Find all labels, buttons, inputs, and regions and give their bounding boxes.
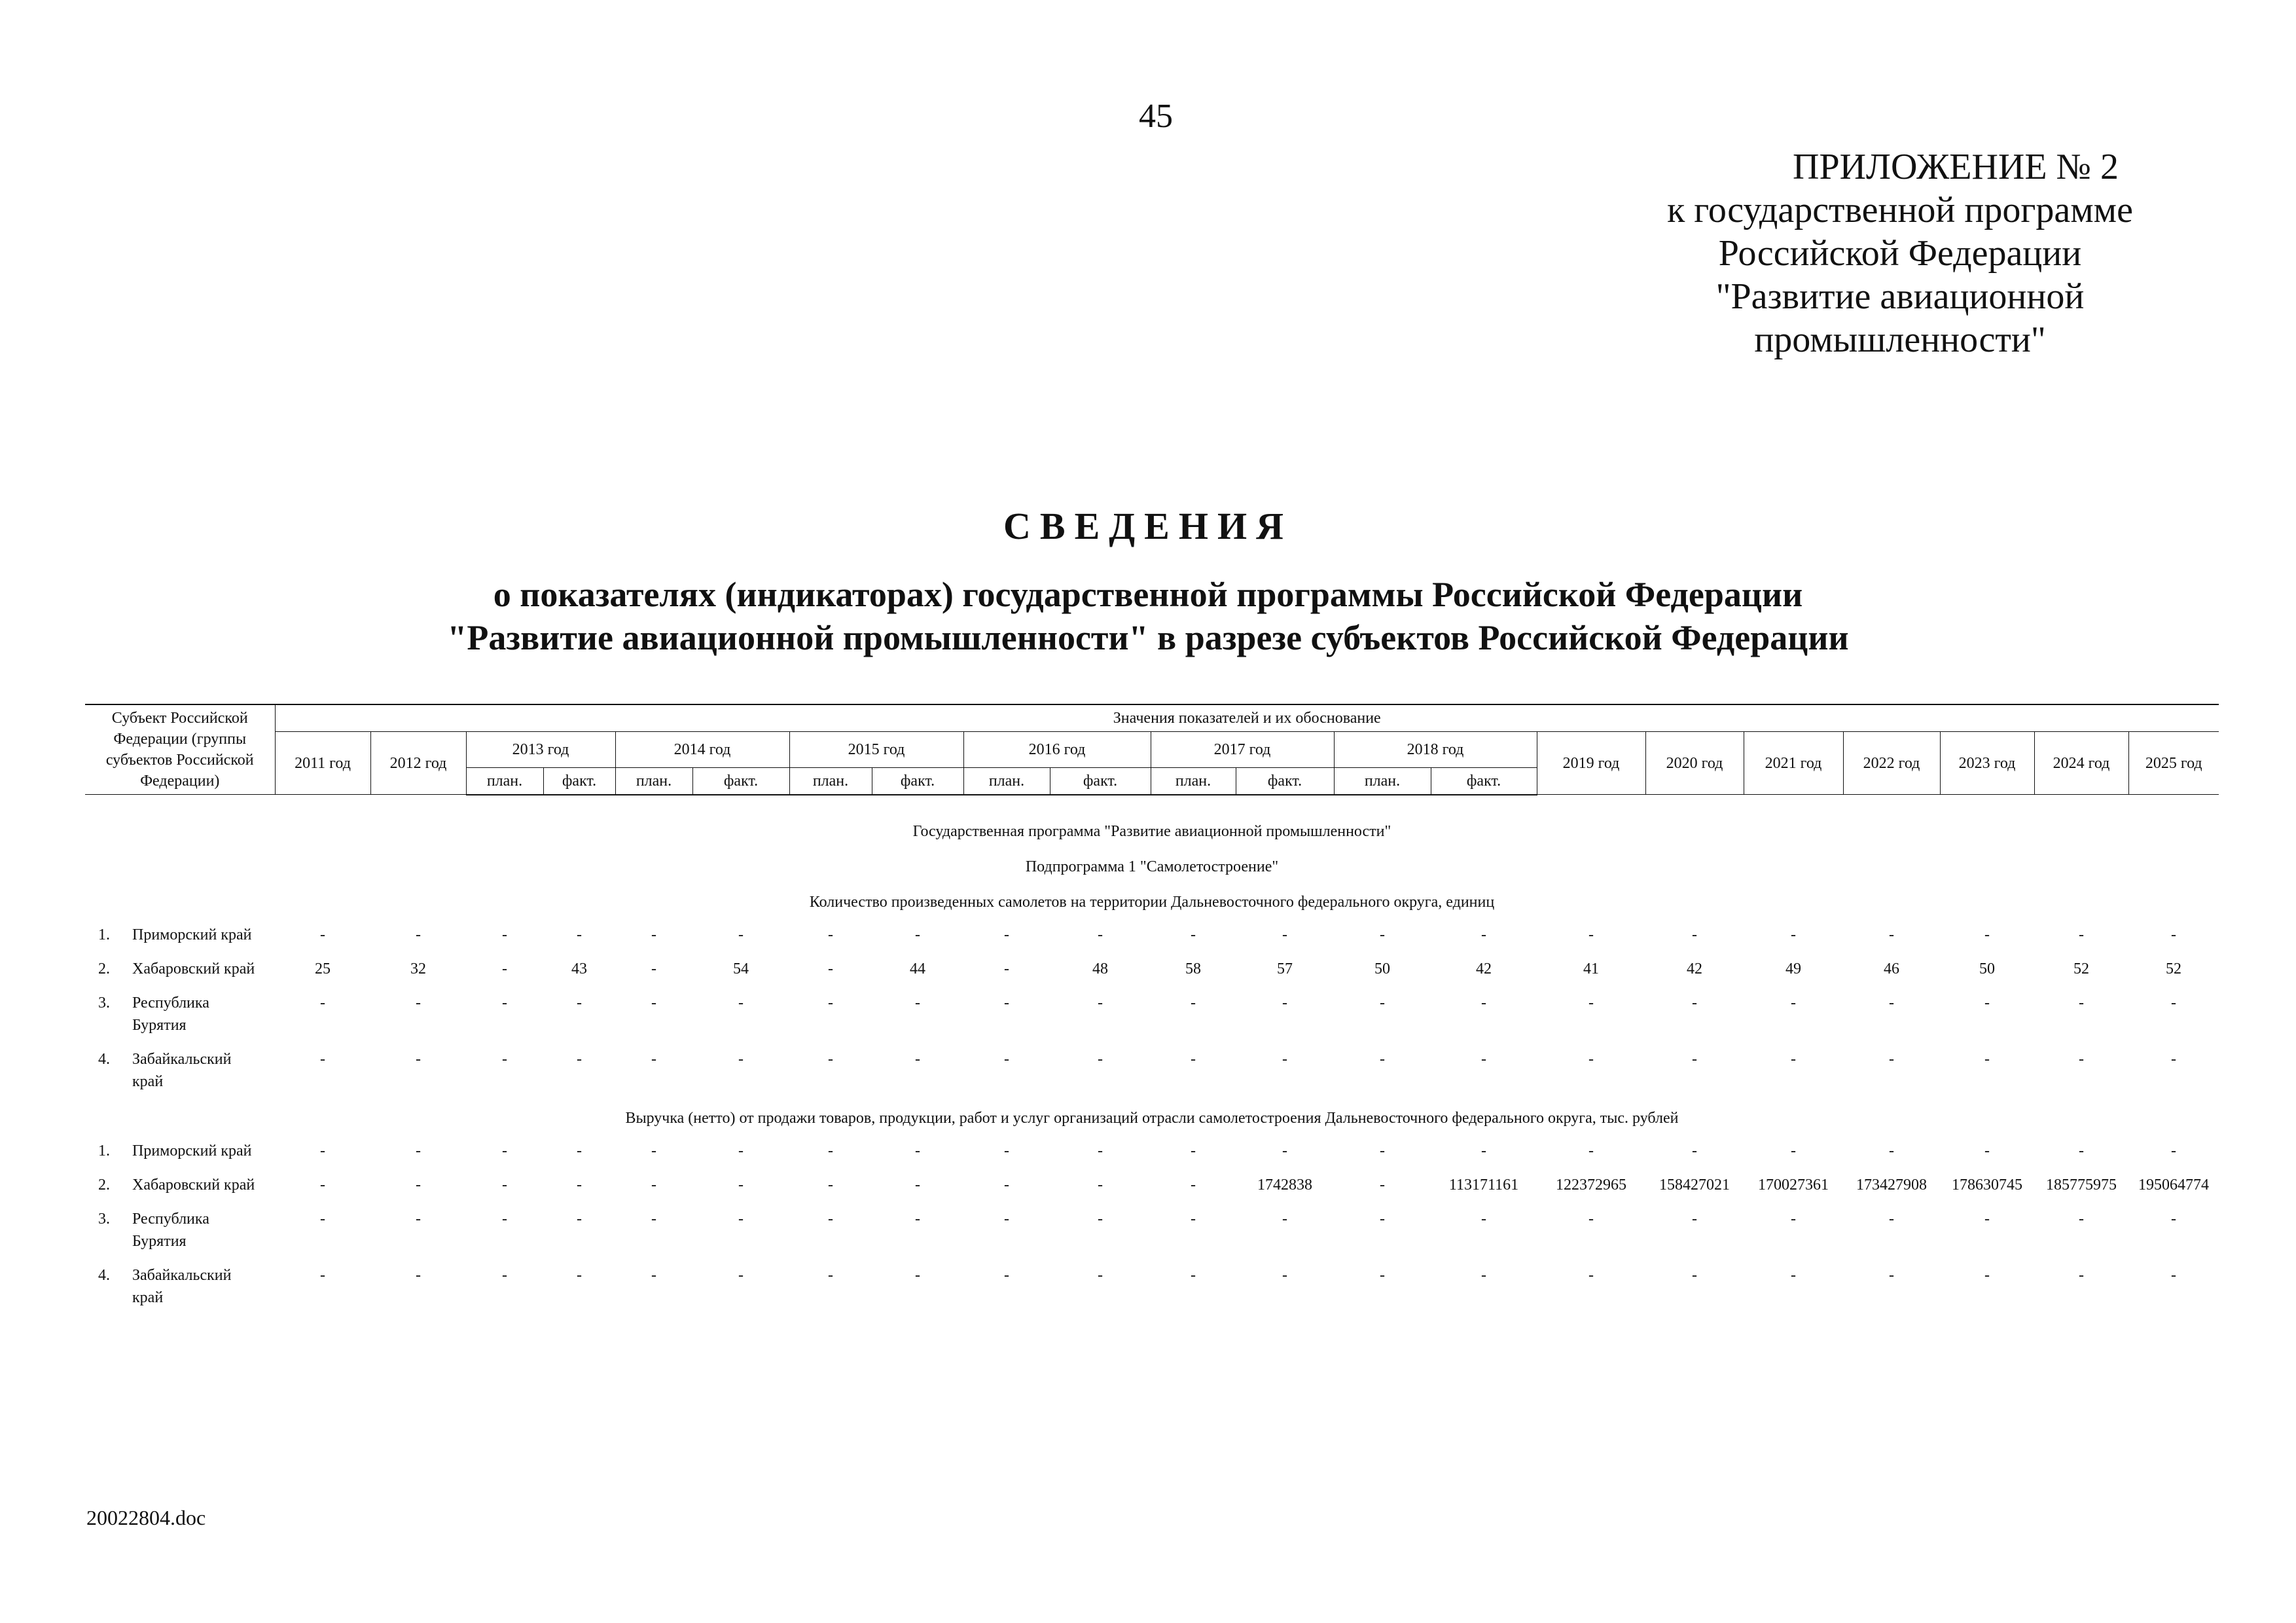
value-cell: - <box>2079 1210 2084 1228</box>
value-cell: - <box>577 994 582 1012</box>
value-cell: - <box>1004 1050 1009 1068</box>
value-cell: - <box>1984 1210 1990 1228</box>
value-cell: - <box>502 994 507 1012</box>
value-cell: - <box>738 1210 744 1228</box>
year-header: 2021 год <box>1744 732 1843 795</box>
value-cell: - <box>416 994 421 1012</box>
value-cell: - <box>416 926 421 943</box>
document-filename: 20022804.doc <box>86 1506 206 1529</box>
value-cell: 48 <box>1092 960 1108 977</box>
appendix-line: "Развитие авиационной <box>1715 276 2085 317</box>
value-cell: - <box>1191 1266 1196 1284</box>
value-cell: - <box>320 1142 325 1159</box>
value-cell: - <box>1004 1266 1009 1284</box>
value-cell: - <box>738 1142 744 1159</box>
indicator-title: Количество произведенных самолетов на территории Дальневосточного федерального округа, единиц <box>809 893 1495 911</box>
year-header: 2023 год <box>1940 732 2034 795</box>
value-cell: 1742838 <box>1257 1176 1312 1194</box>
appendix-block <box>1605 145 2195 361</box>
value-cell: - <box>1889 994 1894 1012</box>
value-cell: - <box>738 994 744 1012</box>
value-cell: - <box>915 994 920 1012</box>
subject-column-header: Субъект Российской Федерации (группы субъектов Российской Федерации) <box>85 704 275 795</box>
value-cell: - <box>502 1050 507 1068</box>
value-cell: - <box>1984 994 1990 1012</box>
value-cell: - <box>915 1176 920 1194</box>
value-cell: - <box>2171 1050 2176 1068</box>
value-cell: - <box>416 1176 421 1194</box>
table-row <box>85 1136 2219 1170</box>
value-cell: - <box>1380 1142 1385 1159</box>
value-cell: - <box>915 1266 920 1284</box>
value-cell: 195064774 <box>2138 1176 2209 1194</box>
value-cell: - <box>1282 926 1287 943</box>
value-cell: - <box>1098 1266 1103 1284</box>
value-cell: - <box>320 926 325 943</box>
value-cell: - <box>1791 1210 1796 1228</box>
value-cell: - <box>2171 1142 2176 1159</box>
region-name: Хабаровский край <box>132 1176 255 1194</box>
table-row <box>85 1044 2219 1101</box>
value-cell: - <box>651 994 656 1012</box>
table-row <box>85 988 2219 1044</box>
value-cell: 58 <box>1185 960 1201 977</box>
year-header: 2013 год <box>466 732 615 768</box>
value-cell: 32 <box>410 960 426 977</box>
value-cell: - <box>828 1266 833 1284</box>
value-cell: - <box>1380 1176 1385 1194</box>
value-cell: - <box>2079 1142 2084 1159</box>
plan-header: план. <box>1151 767 1236 795</box>
value-cell: - <box>915 1142 920 1159</box>
value-cell: - <box>1889 1142 1894 1159</box>
value-cell: - <box>828 960 833 977</box>
document-subtitle-line: "Развитие авиационной промышленности" в разрезе субъектов Российской Федерации <box>447 618 1849 657</box>
program-title-row <box>85 814 2219 849</box>
value-cell: 50 <box>1374 960 1390 977</box>
fact-header: факт. <box>872 767 963 795</box>
value-cell: - <box>915 926 920 943</box>
value-cell: - <box>1380 1050 1385 1068</box>
value-cell: - <box>1692 994 1697 1012</box>
region-cell <box>85 988 275 1044</box>
indicator-title-row <box>85 884 2219 920</box>
value-cell: 41 <box>1583 960 1599 977</box>
values-header: Значения показателей и их обоснование <box>275 704 2219 732</box>
value-cell: - <box>651 1050 656 1068</box>
value-cell: - <box>320 1266 325 1284</box>
value-cell: - <box>1004 926 1009 943</box>
spacer-row <box>85 795 2219 814</box>
plan-header: план. <box>789 767 872 795</box>
value-cell: - <box>1889 926 1894 943</box>
value-cell: - <box>1984 1266 1990 1284</box>
region-cell <box>85 1260 275 1317</box>
year-header: 2025 год <box>2128 732 2219 795</box>
value-cell: - <box>1791 1142 1796 1159</box>
value-cell: - <box>577 1266 582 1284</box>
value-cell: - <box>828 1142 833 1159</box>
value-cell: - <box>1004 1176 1009 1194</box>
region-cell <box>85 920 275 954</box>
value-cell: - <box>577 926 582 943</box>
value-cell: - <box>502 1142 507 1159</box>
program-title: Государственная программа "Развитие авиационной промышленности" <box>912 822 1391 840</box>
value-cell: 50 <box>1979 960 1995 977</box>
fact-header: факт. <box>543 767 615 795</box>
value-cell: 42 <box>1476 960 1492 977</box>
value-cell: - <box>320 1176 325 1194</box>
value-cell: 49 <box>1785 960 1801 977</box>
value-cell: - <box>1791 994 1796 1012</box>
value-cell: - <box>828 1050 833 1068</box>
value-cell: - <box>651 1210 656 1228</box>
row-number: 3. <box>98 994 110 1012</box>
page-number: 45 <box>1139 98 1173 135</box>
value-cell: 42 <box>1687 960 1702 977</box>
value-cell: - <box>1004 1210 1009 1228</box>
table-body <box>85 795 2219 1317</box>
row-number: 2. <box>98 960 110 977</box>
value-cell: - <box>502 1266 507 1284</box>
plan-header: план. <box>963 767 1050 795</box>
value-cell: - <box>1984 1050 1990 1068</box>
value-cell: 113171161 <box>1448 1176 1519 1194</box>
value-cell: 178630745 <box>1952 1176 2022 1194</box>
row-number: 3. <box>98 1210 110 1228</box>
table-header <box>85 704 2219 795</box>
value-cell: - <box>320 1050 325 1068</box>
table-row <box>85 1170 2219 1204</box>
value-cell: - <box>1004 994 1009 1012</box>
value-cell: - <box>1692 1142 1697 1159</box>
value-cell: - <box>416 1050 421 1068</box>
year-header: 2020 год <box>1645 732 1744 795</box>
value-cell: 173427908 <box>1856 1176 1927 1194</box>
value-cell: - <box>502 1210 507 1228</box>
value-cell: - <box>577 1142 582 1159</box>
value-cell: - <box>1380 1210 1385 1228</box>
value-cell: - <box>1098 994 1103 1012</box>
value-cell: - <box>1588 1210 1594 1228</box>
value-cell: - <box>2079 926 2084 943</box>
value-cell: - <box>1481 1050 1486 1068</box>
value-cell: - <box>1098 926 1103 943</box>
table-row <box>85 920 2219 954</box>
value-cell: - <box>1692 1210 1697 1228</box>
value-cell: - <box>1191 1050 1196 1068</box>
value-cell: - <box>577 1210 582 1228</box>
value-cell: - <box>577 1176 582 1194</box>
region-name: Республика Бурятия <box>132 1210 209 1250</box>
value-cell: 25 <box>315 960 331 977</box>
appendix-line: Российской Федерации <box>1718 233 2082 274</box>
value-cell: - <box>2171 926 2176 943</box>
table-row <box>85 1204 2219 1260</box>
value-cell: - <box>1481 994 1486 1012</box>
plan-header: план. <box>1334 767 1431 795</box>
value-cell: 44 <box>910 960 925 977</box>
value-cell: - <box>1098 1176 1103 1194</box>
indicator-title: Выручка (нетто) от продажи товаров, продукции, работ и услуг организаций отрасли самолетостроения Дальневосточного федерального округа, тыс. рублей <box>625 1109 1679 1127</box>
value-cell: - <box>2079 1266 2084 1284</box>
value-cell: - <box>651 926 656 943</box>
year-header: 2017 год <box>1151 732 1334 768</box>
row-number: 1. <box>98 926 110 943</box>
value-cell: - <box>738 1266 744 1284</box>
title-block <box>0 504 2296 659</box>
value-cell: - <box>828 1176 833 1194</box>
value-cell: 158427021 <box>1659 1176 1730 1194</box>
value-cell: - <box>1791 926 1796 943</box>
region-cell <box>85 1136 275 1170</box>
year-header: 2022 год <box>1843 732 1940 795</box>
value-cell: - <box>416 1210 421 1228</box>
value-cell: - <box>1004 960 1009 977</box>
value-cell: - <box>1481 1210 1486 1228</box>
region-name: Забайкальский край <box>132 1050 232 1090</box>
year-header: 2016 год <box>963 732 1151 768</box>
value-cell: - <box>1282 1142 1287 1159</box>
table-row <box>85 1260 2219 1317</box>
subprogram-title: Подпрограмма 1 "Самолетостроение" <box>1025 858 1279 875</box>
fact-header: факт. <box>1236 767 1334 795</box>
indicator-title-row <box>85 1101 2219 1136</box>
value-cell: - <box>1380 1266 1385 1284</box>
row-number: 1. <box>98 1142 110 1159</box>
value-cell: - <box>1588 1050 1594 1068</box>
year-header: 2011 год <box>275 732 370 795</box>
value-cell: - <box>577 1050 582 1068</box>
region-name: Хабаровский край <box>132 960 255 977</box>
fact-header: факт. <box>692 767 789 795</box>
region-name: Республика Бурятия <box>132 994 209 1034</box>
value-cell: - <box>1588 1266 1594 1284</box>
value-cell: 46 <box>1884 960 1899 977</box>
value-cell: - <box>651 1266 656 1284</box>
region-name: Забайкальский край <box>132 1266 232 1306</box>
region-cell <box>85 1204 275 1260</box>
row-number: 2. <box>98 1176 110 1194</box>
fact-header: факт. <box>1050 767 1151 795</box>
value-cell: 57 <box>1277 960 1293 977</box>
value-cell: - <box>828 926 833 943</box>
value-cell: 52 <box>2166 960 2181 977</box>
value-cell: - <box>1191 1142 1196 1159</box>
value-cell: - <box>1380 926 1385 943</box>
value-cell: - <box>1588 926 1594 943</box>
year-header: 2024 год <box>2034 732 2128 795</box>
value-cell: - <box>1380 994 1385 1012</box>
appendix-line: к государственной программе <box>1667 190 2133 230</box>
fact-header: факт. <box>1431 767 1537 795</box>
value-cell: - <box>738 926 744 943</box>
row-number: 4. <box>98 1266 110 1284</box>
plan-header: план. <box>615 767 692 795</box>
value-cell: - <box>1692 1266 1697 1284</box>
value-cell: - <box>1588 994 1594 1012</box>
value-cell: 185775975 <box>2046 1176 2117 1194</box>
region-name: Приморский край <box>132 1142 252 1159</box>
value-cell: 54 <box>733 960 749 977</box>
value-cell: - <box>1098 1142 1103 1159</box>
value-cell: - <box>1098 1210 1103 1228</box>
value-cell: - <box>2079 994 2084 1012</box>
year-header: 2015 год <box>789 732 963 768</box>
value-cell: - <box>2171 1210 2176 1228</box>
year-header: 2012 год <box>370 732 466 795</box>
value-cell: - <box>502 926 507 943</box>
value-cell: - <box>1191 994 1196 1012</box>
value-cell: - <box>416 1266 421 1284</box>
value-cell: - <box>1588 1142 1594 1159</box>
value-cell: - <box>416 1142 421 1159</box>
region-name: Приморский край <box>132 926 252 943</box>
year-header: 2018 год <box>1334 732 1537 768</box>
value-cell: - <box>651 1176 656 1194</box>
table-row <box>85 954 2219 988</box>
value-cell: - <box>2079 1050 2084 1068</box>
value-cell: - <box>1098 1050 1103 1068</box>
value-cell: - <box>915 1210 920 1228</box>
value-cell: 170027361 <box>1758 1176 1829 1194</box>
value-cell: - <box>502 960 507 977</box>
value-cell: - <box>738 1176 744 1194</box>
document-subtitle-line: о показателях (индикаторах) государственной программы Российской Федерации <box>493 575 1803 614</box>
region-cell <box>85 1170 275 1204</box>
value-cell: - <box>828 1210 833 1228</box>
indicators-table <box>85 704 2219 1317</box>
year-header: 2014 год <box>615 732 789 768</box>
value-cell: - <box>1984 1142 1990 1159</box>
value-cell: - <box>1889 1050 1894 1068</box>
appendix-line: ПРИЛОЖЕНИЕ № 2 <box>1793 147 2119 187</box>
value-cell: 122372965 <box>1556 1176 1626 1194</box>
value-cell: - <box>1191 926 1196 943</box>
row-number: 4. <box>98 1050 110 1068</box>
value-cell: 52 <box>2073 960 2089 977</box>
value-cell: - <box>2171 994 2176 1012</box>
value-cell: - <box>320 1210 325 1228</box>
value-cell: - <box>1692 1050 1697 1068</box>
value-cell: - <box>1692 926 1697 943</box>
value-cell: - <box>1889 1210 1894 1228</box>
value-cell: - <box>1191 1176 1196 1194</box>
plan-header: план. <box>466 767 543 795</box>
value-cell: - <box>651 960 656 977</box>
value-cell: - <box>1282 994 1287 1012</box>
value-cell: - <box>651 1142 656 1159</box>
value-cell: - <box>1004 1142 1009 1159</box>
appendix-line: промышленности" <box>1754 319 2046 360</box>
value-cell: - <box>502 1176 507 1194</box>
value-cell: - <box>915 1050 920 1068</box>
value-cell: - <box>1889 1266 1894 1284</box>
region-cell <box>85 954 275 988</box>
value-cell: - <box>1481 926 1486 943</box>
value-cell: - <box>1282 1050 1287 1068</box>
value-cell: - <box>1984 926 1990 943</box>
subprogram-title-row <box>85 849 2219 884</box>
value-cell: 43 <box>571 960 587 977</box>
value-cell: - <box>1481 1266 1486 1284</box>
value-cell: - <box>828 994 833 1012</box>
value-cell: - <box>1191 1210 1196 1228</box>
region-cell <box>85 1044 275 1101</box>
value-cell: - <box>1481 1142 1486 1159</box>
value-cell: - <box>320 994 325 1012</box>
value-cell: - <box>738 1050 744 1068</box>
value-cell: - <box>1282 1210 1287 1228</box>
value-cell: - <box>1791 1050 1796 1068</box>
year-header: 2019 год <box>1537 732 1645 795</box>
value-cell: - <box>2171 1266 2176 1284</box>
value-cell: - <box>1282 1266 1287 1284</box>
document-title: СВЕДЕНИЯ <box>1003 505 1293 547</box>
value-cell: - <box>1791 1266 1796 1284</box>
